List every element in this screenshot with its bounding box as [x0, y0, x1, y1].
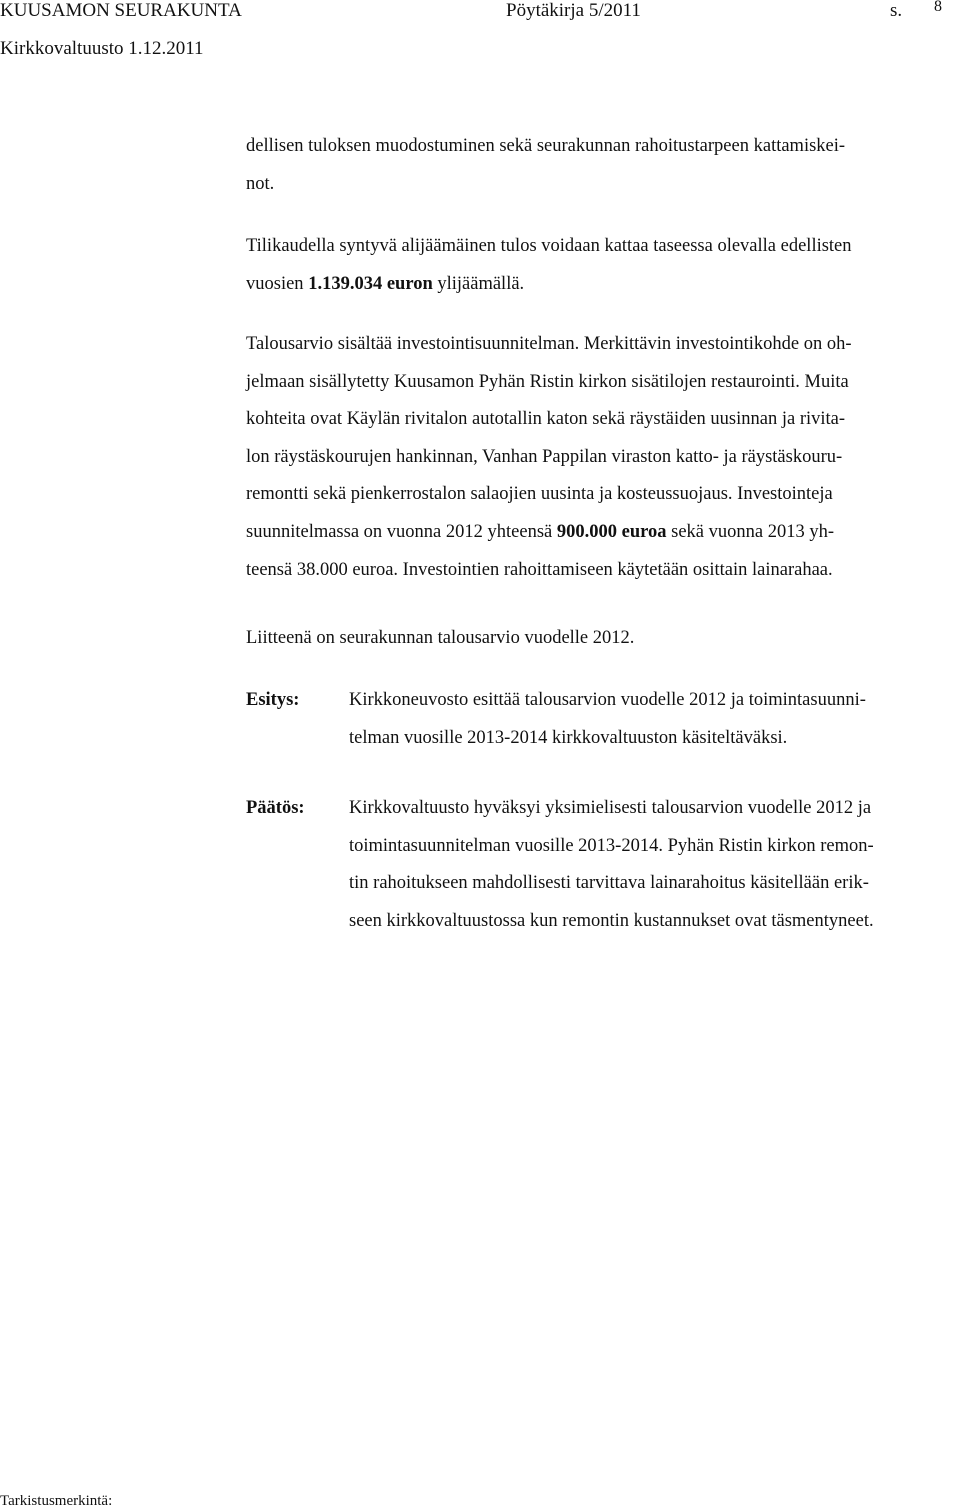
- text-line: toimintasuunnitelman vuosille 2013-2014. Pyhän Ristin kirkon remon-: [349, 835, 874, 856]
- page-number: 8: [934, 0, 942, 15]
- text-line: [246, 266, 946, 304]
- text-line: kohteita ovat Käylän rivitalon autotallin katon sekä räystäiden uusinnan ja rivita-: [246, 409, 846, 430]
- text-line: dellisen tuloksen muodostuminen sekä seurakunnan rahoitustarpeen kattamiskei-: [246, 136, 846, 156]
- paragraph-attachment: [246, 620, 946, 658]
- text-line: [246, 514, 946, 552]
- paragraph-investment-plan: [246, 326, 946, 589]
- decision-label: Päätös:: [246, 798, 305, 818]
- text-line: jelmaan sisällytetty Kuusamon Pyhän Ristin kirkon sisätilojen restaurointi. Muita: [246, 371, 849, 392]
- text-line: Kirkkovaltuusto hyväksyi yksimielisesti talousarvion vuodelle 2012 ja: [349, 798, 872, 818]
- text-line: seen kirkkovaltuustossa kun remontin kustannukset ovat täsmentyneet.: [349, 910, 874, 931]
- text-run: ylijäämällä.: [432, 273, 525, 294]
- text-line: telman vuosille 2013-2014 kirkkovaltuuston käsiteltäväksi.: [349, 727, 788, 748]
- text-line: Talousarvio sisältää investointisuunnitelman. Merkittävin investointikohde on oh-: [246, 334, 852, 354]
- text-line: Liitteenä on seurakunnan talousarvio vuodelle 2012.: [246, 628, 635, 648]
- page-label: s.: [890, 0, 903, 21]
- decision-text: [349, 790, 874, 940]
- proposal-text: [349, 682, 866, 757]
- text-line: not.: [246, 173, 275, 194]
- text-run: sekä vuonna 2013 yh-: [666, 521, 834, 542]
- text-run: suunnitelmassa on vuonna 2012 yhteensä: [246, 521, 557, 542]
- paragraph-deficit-coverage: [246, 228, 946, 303]
- investment-amount: 900.000 euroa: [556, 521, 667, 542]
- paragraph-result-financing: [246, 128, 946, 203]
- text-line: teensä 38.000 euroa. Investointien rahoittamiseen käytetään osittain lainarahaa.: [246, 559, 833, 580]
- proposal-label: Esitys:: [246, 690, 300, 710]
- text-line: Kirkkoneuvosto esittää talousarvion vuodelle 2012 ja toimintasuunni-: [349, 690, 866, 710]
- text-line: tin rahoitukseen mahdollisesti tarvittava lainarahoitus käsitellään erik-: [349, 873, 869, 894]
- organization-name: KUUSAMON SEURAKUNTA: [0, 0, 242, 21]
- text-line: Tilikaudella syntyvä alijäämäinen tulos voidaan kattaa taseessa olevalla edellisten: [246, 236, 852, 256]
- document-type: Pöytäkirja 5/2011: [506, 0, 641, 21]
- text-run: vuosien: [246, 273, 309, 294]
- meeting-name-date: Kirkkovaltuusto 1.12.2011: [0, 38, 204, 59]
- surplus-amount: 1.139.034 euron: [308, 273, 433, 294]
- text-line: remontti sekä pienkerrostalon salaojien uusinta ja kosteussuojaus. Investointeja: [246, 484, 833, 505]
- text-line: lon räystäskourujen hankinnan, Vanhan Pappilan viraston katto- ja räystäskouru-: [246, 446, 843, 467]
- review-mark-label: Tarkistusmerkintä:: [0, 1493, 113, 1509]
